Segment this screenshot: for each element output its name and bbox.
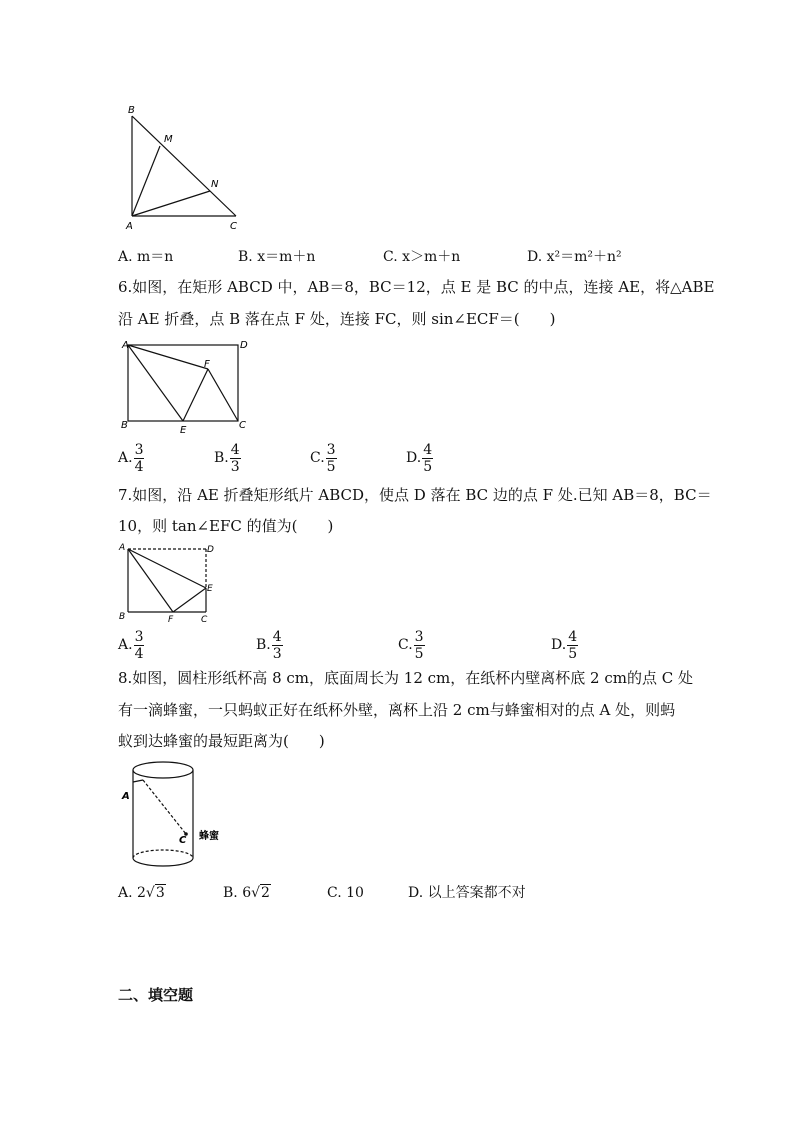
q7-option-d [551, 625, 578, 665]
q6-label-b: B [121, 420, 128, 431]
q7-label-b: B [119, 612, 126, 622]
q8-option-a-label: A. 2 [118, 885, 146, 901]
q6-option-a-fraction: $\frac{3}{4}$ [134, 441, 144, 475]
q8-text-line2: 有一滴蜂蜜，一只蚂蚁正好在纸杯外壁，离杯上沿 2 cm与蜂蜜相对的点 A 处，则蚂 [118, 701, 676, 719]
q8-figure [116, 758, 236, 876]
q7-label-f: F [168, 615, 174, 624]
q7-option-d-label: D. [551, 637, 567, 653]
q7-option-b [256, 625, 283, 665]
q8-option-c: C. 10 [327, 885, 364, 901]
q5-label-c: C [230, 221, 237, 232]
q7-option-b-fraction: $\frac{4}{3}$ [272, 628, 282, 662]
q5-label-b: B [128, 105, 135, 116]
q7-option-a [118, 625, 144, 665]
q6-option-d [406, 438, 433, 478]
q7-label-e: E [207, 584, 213, 594]
q8-label-honey: 蜂蜜 [199, 831, 219, 842]
q6-text-line1: 6.如图，在矩形 ABCD 中，AB＝8，BC＝12，点 E 是 BC 的中点，连接 AE，将△ABE [118, 278, 715, 296]
q7-label-c: C [201, 615, 208, 624]
q6-option-c [310, 438, 337, 478]
q6-option-c-label: C. [310, 450, 325, 466]
q8-label-a: A [122, 791, 130, 802]
q5-option-c: C. x＞m＋n [383, 249, 461, 265]
q5-label-n: N [211, 179, 219, 190]
q6-text-line2: 沿 AE 折叠，点 B 落在点 F 处，连接 FC，则 sin∠ECF＝( ) [118, 310, 556, 328]
q7-option-c [398, 625, 425, 665]
q6-figure [118, 336, 258, 436]
q5-option-d: D. x²＝m²＋n² [527, 249, 622, 265]
q5-figure [118, 102, 248, 234]
q5-option-b: B. x＝m＋n [238, 249, 316, 265]
q7-option-d-fraction: $\frac{4}{5}$ [568, 628, 578, 662]
q8-option-d: D. 以上答案都不对 [408, 885, 526, 901]
q6-option-d-fraction: $\frac{4}{5}$ [423, 441, 433, 475]
q6-option-a-label: A. [118, 450, 133, 466]
q7-label-d: D [207, 545, 214, 555]
q7-option-a-label: A. [118, 637, 133, 653]
q6-label-a: A [122, 340, 129, 351]
q7-option-c-label: C. [398, 637, 413, 653]
q6-label-f: F [204, 359, 210, 370]
q7-figure [116, 540, 226, 624]
q8-option-b [223, 883, 271, 903]
q6-option-b [214, 438, 241, 478]
q7-text-line1: 7.如图，沿 AE 折叠矩形纸片 ABCD，使点 D 落在 BC 边的点 F 处.已知 AB＝8，BC＝ [118, 486, 712, 504]
q5-option-a: A. m＝n [118, 249, 174, 265]
q7-label-a: A [119, 543, 126, 553]
q5-label-a: A [126, 221, 133, 232]
q8-label-c: C [179, 835, 187, 846]
q5-label-m: M [164, 134, 173, 145]
q6-option-b-fraction: $\frac{4}{3}$ [230, 441, 240, 475]
q6-option-b-label: B. [214, 450, 229, 466]
q6-label-d: D [240, 340, 248, 351]
q8-option-b-label: B. 6 [223, 885, 252, 901]
q6-option-a [118, 438, 144, 478]
q8-text-line3: 蚁到达蜂蜜的最短距离为( ) [118, 732, 325, 750]
q8-option-a-sqrt: √3 [145, 885, 165, 901]
q8-option-b-sqrt: √2 [251, 885, 270, 901]
q7-text-line2: 10，则 tan∠EFC 的值为( ) [118, 517, 334, 535]
q6-option-c-fraction: $\frac{3}{5}$ [326, 441, 336, 475]
q7-option-b-label: B. [256, 637, 271, 653]
q7-option-a-fraction: $\frac{3}{4}$ [134, 628, 144, 662]
q6-option-d-label: D. [406, 450, 422, 466]
q6-label-e: E [180, 425, 187, 436]
q7-option-c-fraction: $\frac{3}{5}$ [414, 628, 424, 662]
q8-text-line1: 8.如图，圆柱形纸杯高 8 cm，底面周长为 12 cm，在纸杯内壁离杯底 2 cm的点 C 处 [118, 669, 693, 687]
q6-label-c: C [239, 420, 246, 431]
section-heading: 二、填空题 [118, 986, 194, 1004]
q8-option-a [118, 883, 166, 903]
